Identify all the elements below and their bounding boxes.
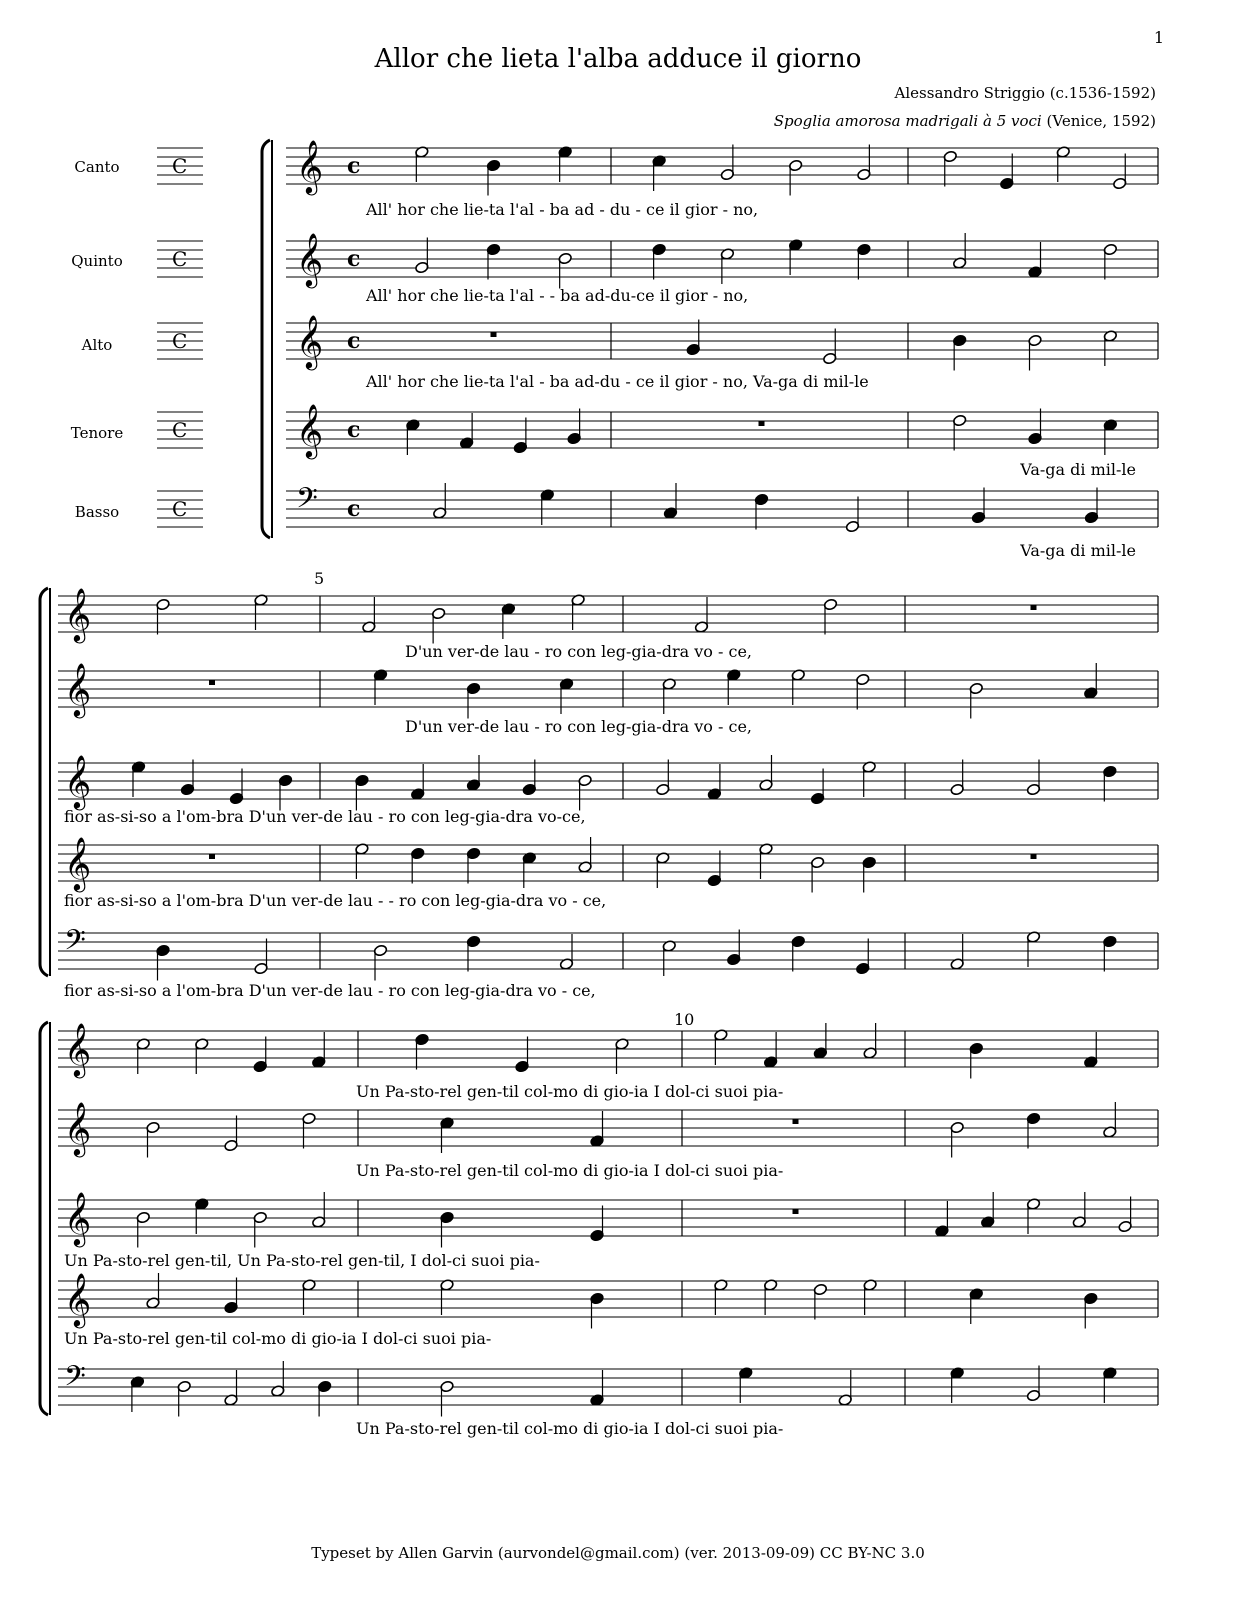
system-brace bbox=[262, 140, 270, 538]
clef-icon: 𝄞 bbox=[64, 1101, 92, 1155]
s2-rest bbox=[209, 680, 215, 685]
incipit-mensuration: C bbox=[172, 497, 188, 521]
s1-rest bbox=[491, 332, 497, 337]
s2-rest bbox=[1031, 605, 1037, 610]
clef-icon: 𝄞 bbox=[296, 314, 324, 368]
lyric-s1-tenore: Va-ga di mil-le bbox=[1020, 460, 1136, 479]
voice-name-basso: Basso bbox=[74, 503, 120, 521]
source-title: Spoglia amorosa madrigali à 5 voci bbox=[773, 112, 1042, 130]
clef-icon: 𝄞 bbox=[296, 403, 324, 457]
time-signature: c bbox=[347, 496, 361, 522]
lyric-s3-alto: Un Pa-sto-rel gen-til, Un Pa-sto-rel gen-til, I dol-ci suoi pia- bbox=[64, 1251, 540, 1270]
score-systems bbox=[40, 139, 1158, 1417]
incipit-mensuration: C bbox=[172, 329, 188, 353]
clef-icon: 𝄞 bbox=[296, 232, 324, 286]
s2-rest bbox=[1031, 854, 1037, 859]
voice-name-canto: Canto bbox=[74, 158, 120, 176]
clef-icon: 𝄞 bbox=[64, 587, 92, 641]
lyric-s3-basso: Un Pa-sto-rel gen-til col-mo di gio-ia I dol-ci suoi pia- bbox=[356, 1419, 784, 1438]
lyric-s3-canto: Un Pa-sto-rel gen-til col-mo di gio-ia I dol-ci suoi pia- bbox=[356, 1082, 784, 1101]
incipit-mensuration: C bbox=[172, 247, 188, 271]
system-brace bbox=[40, 588, 48, 976]
clef-icon: 𝄞 bbox=[64, 836, 92, 890]
s3-rest bbox=[793, 1119, 799, 1124]
s2-rest bbox=[209, 854, 215, 859]
incipit-mensuration: C bbox=[172, 154, 188, 178]
incipit-mensuration: C bbox=[172, 418, 188, 442]
composer: Alessandro Striggio (c.1536-1592) bbox=[894, 84, 1156, 102]
s3-rest bbox=[793, 1209, 799, 1214]
lyric-s1-alto: All' hor che lie-ta l'al - ba ad-du - ce il gior - no, Va-ga di mil-le bbox=[366, 372, 869, 391]
voice-name-alto: Alto bbox=[81, 336, 113, 354]
clef-icon: 𝄞 bbox=[64, 662, 92, 716]
system-brace bbox=[40, 1022, 48, 1415]
lyric-s1-basso: Va-ga di mil-le bbox=[1020, 541, 1136, 560]
clef-icon: 𝄞 bbox=[64, 754, 92, 808]
lyric-s2-tenore: fior as-si-so a l'om-bra D'un ver-de lau - - ro con leg-gia-dra vo - ce, bbox=[64, 891, 607, 910]
lyric-s2-basso: fior as-si-so a l'om-bra D'un ver-de lau - ro con leg-gia-dra vo - ce, bbox=[64, 981, 596, 1000]
lyric-s1-quinto: All' hor che lie-ta l'al - - ba ad-du-ce il gior - no, bbox=[366, 286, 749, 305]
clef-icon: 𝄞 bbox=[64, 1022, 92, 1076]
clef-icon: 𝄢 bbox=[296, 482, 318, 522]
voice-name-quinto: Quinto bbox=[71, 252, 123, 270]
source-place: (Venice, 1592) bbox=[1046, 112, 1156, 130]
footer-credit: Typeset by Allen Garvin (aurvondel@gmail.com) (ver. 2013-09-09) CC BY-NC 3.0 bbox=[311, 1544, 925, 1562]
lyric-s2-canto: D'un ver-de lau - ro con leg-gia-dra vo - ce, bbox=[405, 642, 752, 661]
lyric-s1-canto: All' hor che lie-ta l'al - ba ad - du - ce il gior - no, bbox=[366, 200, 759, 219]
clef-icon: 𝄢 bbox=[64, 1360, 86, 1400]
s1-rest bbox=[759, 421, 765, 426]
voice-name-tenore: Tenore bbox=[70, 424, 124, 442]
lyric-s2-alto: fior as-si-so a l'om-bra D'un ver-de lau - ro con leg-gia-dra vo-ce, bbox=[64, 807, 586, 826]
time-signature: c bbox=[347, 328, 361, 354]
time-signature: c bbox=[347, 246, 361, 272]
score-title: Allor che lieta l'alba adduce il giorno bbox=[374, 44, 862, 74]
clef-icon: 𝄞 bbox=[296, 139, 324, 193]
bar-number-10: 10 bbox=[674, 1010, 695, 1029]
lyric-s3-quinto: Un Pa-sto-rel gen-til col-mo di gio-ia I dol-ci suoi pia- bbox=[356, 1161, 784, 1180]
lyric-s2-quinto: D'un ver-de lau - ro con leg-gia-dra vo - ce, bbox=[405, 717, 752, 736]
time-signature: c bbox=[347, 153, 361, 179]
bar-number-5: 5 bbox=[314, 569, 325, 588]
clef-icon: 𝄞 bbox=[64, 1191, 92, 1245]
time-signature: c bbox=[347, 417, 361, 443]
clef-icon: 𝄢 bbox=[64, 924, 86, 964]
clef-icon: 𝄞 bbox=[64, 1272, 92, 1326]
lyric-s3-tenore: Un Pa-sto-rel gen-til col-mo di gio-ia I dol-ci suoi pia- bbox=[64, 1329, 492, 1348]
page-number: 1 bbox=[1153, 28, 1164, 47]
